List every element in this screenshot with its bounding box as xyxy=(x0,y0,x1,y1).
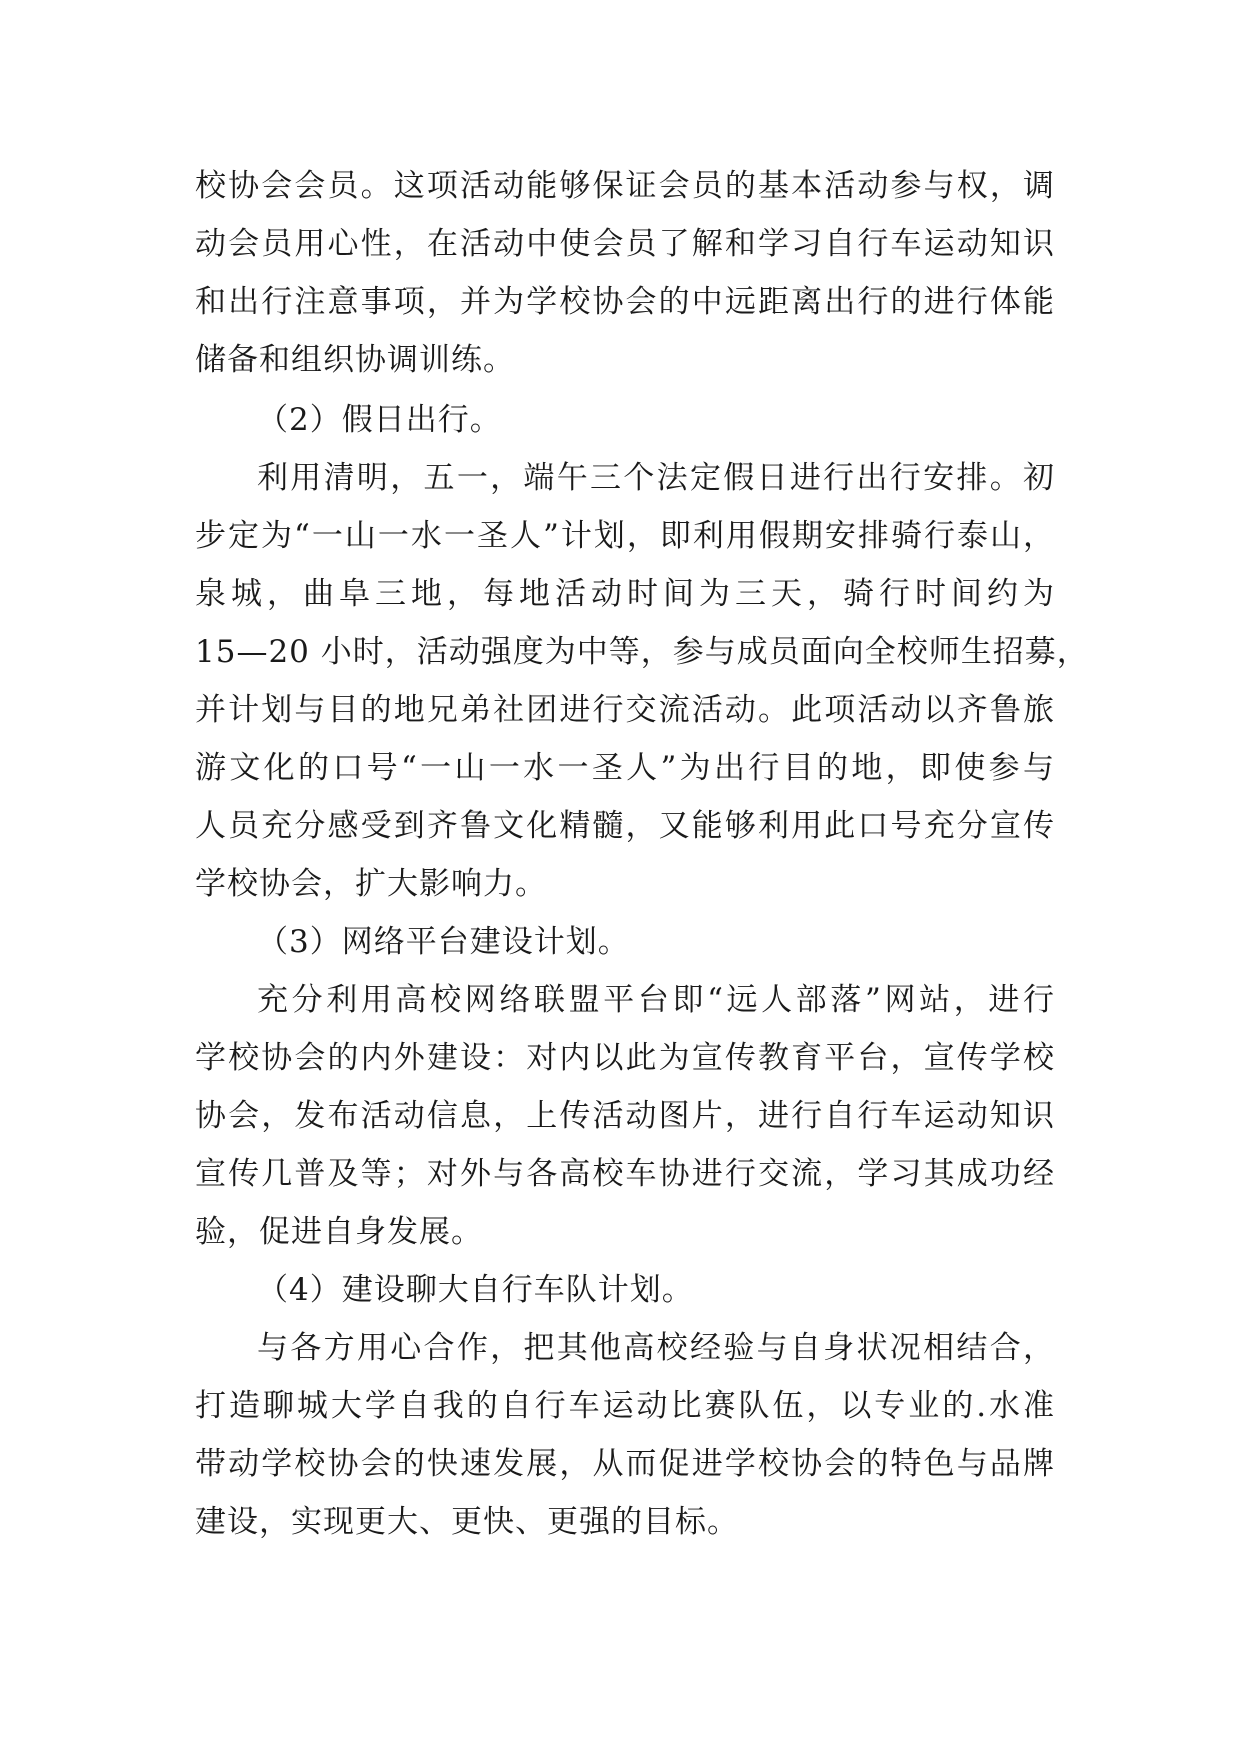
text-line: 人员充分感受到齐鲁文化精髓，又能够利用此口号充分宣传 xyxy=(195,808,1055,844)
paragraph-first-line: 充分利用高校网络联盟平台即“远人部落”网站，进行 xyxy=(257,982,1055,1018)
text-line: 15—20 小时，活动强度为中等，参与成员面向全校师生招募， xyxy=(195,634,1089,670)
section-heading: （4）建设聊大自行车队计划。 xyxy=(257,1272,694,1308)
text-line: 步定为“一山一水一圣人”计划，即利用假期安排骑行泰山， xyxy=(195,518,1055,554)
text-line: 泉城，曲阜三地，每地活动时间为三天，骑行时间约为 xyxy=(195,576,1055,612)
text-line: 游文化的口号“一山一水一圣人”为出行目的地，即使参与 xyxy=(195,750,1055,786)
section-heading: （2）假日出行。 xyxy=(257,402,502,438)
text-line: 学校协会的内外建设：对内以此为宣传教育平台，宣传学校 xyxy=(195,1040,1055,1076)
text-line: 宣传几普及等；对外与各高校车协进行交流，学习其成功经 xyxy=(195,1156,1055,1192)
text-line: 建设，实现更大、更快、更强的目标。 xyxy=(195,1504,739,1540)
text-line: 和出行注意事项，并为学校协会的中远距离出行的进行体能 xyxy=(195,284,1055,320)
text-line: 储备和组织协调训练。 xyxy=(195,342,515,378)
text-line: 学校协会，扩大影响力。 xyxy=(195,866,547,902)
text-line: 带动学校协会的快速发展，从而促进学校协会的特色与品牌 xyxy=(195,1446,1055,1482)
text-line: 动会员用心性，在活动中使会员了解和学习自行车运动知识 xyxy=(195,226,1055,262)
paragraph-first-line: 与各方用心合作，把其他高校经验与自身状况相结合， xyxy=(257,1330,1055,1366)
text-line: 协会，发布活动信息，上传活动图片，进行自行车运动知识 xyxy=(195,1098,1055,1134)
text-line: 校协会会员。这项活动能够保证会员的基本活动参与权，调 xyxy=(195,168,1055,204)
text-line: 并计划与目的地兄弟社团进行交流活动。此项活动以齐鲁旅 xyxy=(195,692,1055,728)
section-heading: （3）网络平台建设计划。 xyxy=(257,924,630,960)
paragraph-first-line: 利用清明，五一，端午三个法定假日进行出行安排。初 xyxy=(257,460,1055,496)
text-line: 打造聊城大学自我的自行车运动比赛队伍，以专业的.水准 xyxy=(195,1388,1055,1424)
text-line: 验，促进自身发展。 xyxy=(195,1214,483,1250)
